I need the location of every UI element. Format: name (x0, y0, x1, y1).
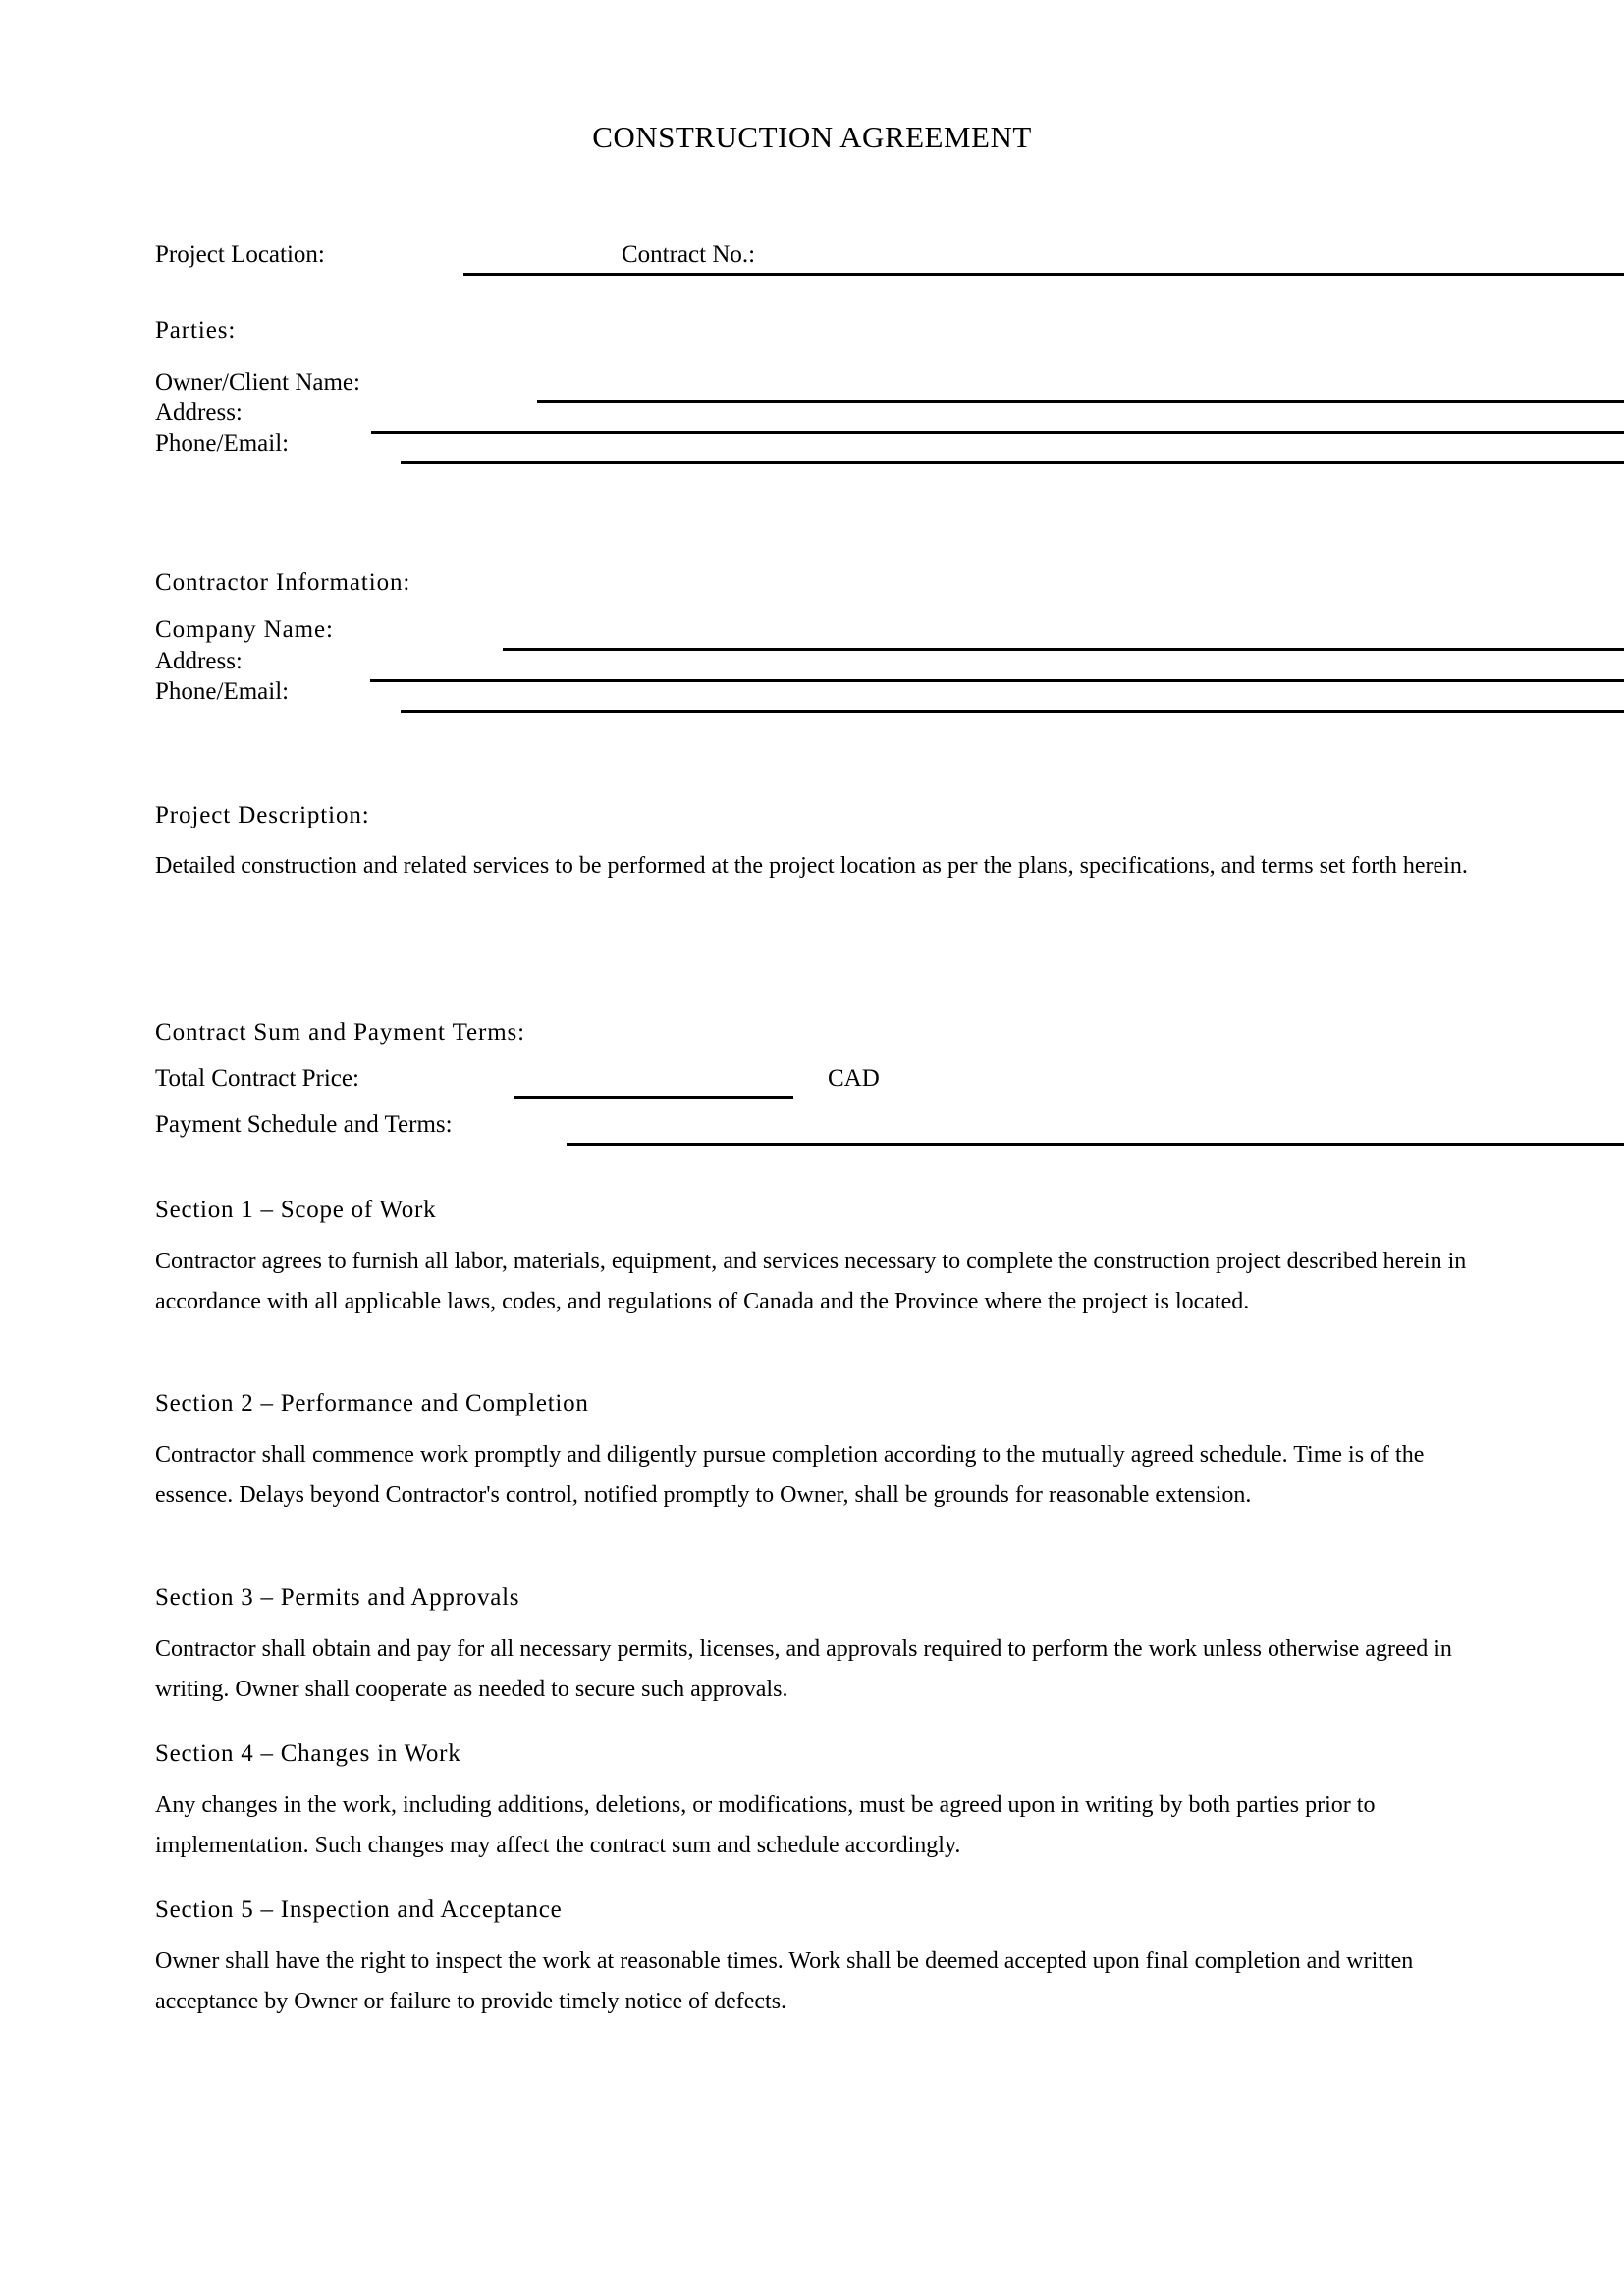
page-title: CONSTRUCTION AGREEMENT (592, 120, 1032, 154)
project-description-label: Project Description: (155, 802, 370, 828)
contractor-company-row (155, 615, 1469, 649)
section-title-2: Section 2 – Performance and Completion (155, 1390, 589, 1416)
payment-schedule-label: Payment Schedule and Terms: (155, 1111, 453, 1138)
contractor-address-row (155, 647, 1469, 680)
payment-schedule-input-line[interactable] (567, 1143, 1624, 1146)
owner-name-label: Owner/Client Name: (155, 369, 360, 396)
section-body-2: Contractor shall commence work promptly and diligently pursue completion according to the mutually agreed schedule. Time is of the essence. Delays beyond Contractor's control, notified promptly to Owner, shall be grounds for reasonable extension. (155, 1442, 1425, 1508)
contract-no-label: Contract No.: (622, 241, 756, 268)
contractor-section-label: Contractor Information: (155, 569, 411, 596)
owner-phone-email-label: Phone/Email: (155, 430, 290, 456)
contractor-phone-email-row (155, 677, 1469, 711)
owner-phone-email-input-line[interactable] (401, 461, 1624, 464)
contractor-phone-email-input-line[interactable] (401, 710, 1624, 713)
owner-name-row (155, 368, 1469, 401)
section-body-1: Contractor agrees to furnish all labor, materials, equipment, and services necessary to complete the construction project described herein in accordance with all applicable laws, codes, and regulations of Canada and the Province where the project is located. (155, 1249, 1467, 1314)
contract-sum-section-label: Contract Sum and Payment Terms: (155, 1019, 526, 1045)
section-title-3: Section 3 – Permits and Approvals (155, 1584, 520, 1611)
owner-address-label: Address: (155, 400, 243, 426)
section-title-5: Section 5 – Inspection and Acceptance (155, 1896, 563, 1923)
project-description-text: Detailed construction and related services to be performed at the project location as per the plans, specifications, and terms set forth herein. (155, 853, 1468, 879)
payment-schedule-row (155, 1110, 1469, 1144)
section-body-3: Contractor shall obtain and pay for all necessary permits, licenses, and approvals required to perform the work unless otherwise agreed in writing. Owner shall cooperate as needed to secure such approvals. (155, 1636, 1452, 1702)
owner-phone-email-row (155, 429, 1469, 462)
section-body-4: Any changes in the work, including additions, deletions, or modifications, must be agreed upon in writing by both parties prior to implementation. Such changes may affect the contract sum and schedule accordingly. (155, 1792, 1376, 1858)
contractor-address-label: Address: (155, 648, 243, 674)
parties-section-label: Parties: (155, 317, 237, 344)
contractor-company-label: Company Name: (155, 616, 334, 643)
total-contract-price-row (155, 1064, 1469, 1097)
contractor-phone-email-label: Phone/Email: (155, 678, 290, 705)
section-title-1: Section 1 – Scope of Work (155, 1197, 437, 1223)
total-contract-price-input-line[interactable] (514, 1096, 793, 1099)
project-location-input-line[interactable] (463, 273, 1624, 276)
project-location-row (155, 240, 1469, 274)
owner-address-row (155, 399, 1469, 432)
section-title-4: Section 4 – Changes in Work (155, 1740, 461, 1767)
section-body-5: Owner shall have the right to inspect the work at reasonable times. Work shall be deemed accepted upon final completion and written acceptance by Owner or failure to provide timely notice of defects. (155, 1949, 1414, 2014)
total-contract-price-label: Total Contract Price: (155, 1065, 359, 1092)
currency-label: CAD (828, 1065, 880, 1092)
project-location-label: Project Location: (155, 241, 325, 268)
